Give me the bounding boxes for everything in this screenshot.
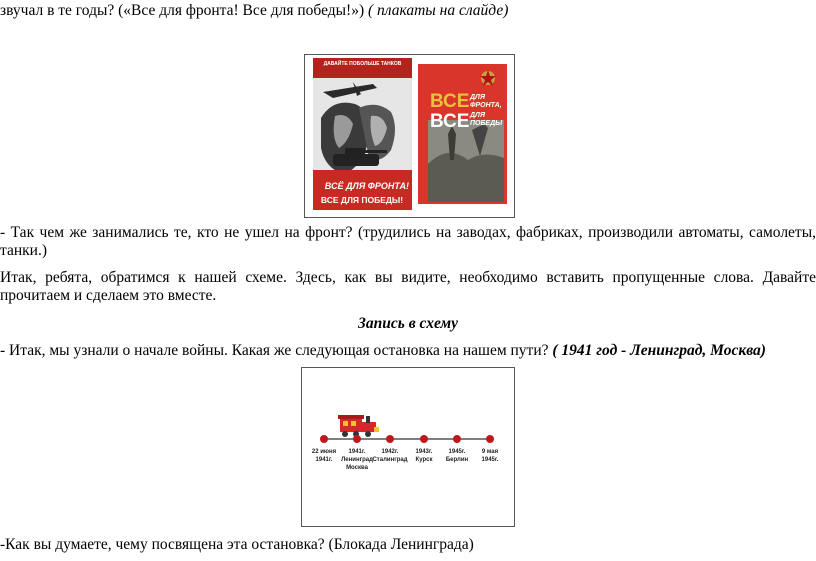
poster-left-line-2: ВСЕ ДЛЯ ПОБЕДЫ! [320, 195, 404, 205]
question-line-2: танки.) [0, 242, 47, 259]
next-stop-line [0, 342, 766, 360]
poster-right-small-4: ПОБЕДЫ [470, 120, 503, 127]
blockade-question: -Как вы думаете, чему посвящена эта остановка? (Блокада Ленинграда) [0, 536, 474, 553]
timeline-stop-dot [320, 435, 328, 443]
poster-right-big-2: ВСЕ [430, 111, 470, 132]
timeline-stop-label: 1945г. [448, 449, 466, 455]
timeline-stop-label: 1941г. [315, 457, 333, 463]
timeline-stop-label: 1941г. [348, 449, 366, 455]
timeline-stop-label: 22 июня [311, 449, 337, 455]
intro-text: звучал в те годы? («Все для фронта! Все для победы!») [0, 2, 368, 19]
posters-image [304, 54, 515, 218]
poster-right-small-3: ДЛЯ [470, 112, 485, 119]
timeline-stop-dot [486, 435, 494, 443]
scheme-line-2: прочитаем и сделаем это вместе. [0, 287, 217, 304]
timeline-svg [302, 368, 514, 526]
poster-right-big-1: ВСЕ [430, 91, 470, 112]
poster-left [313, 58, 412, 210]
poster-right-small-1: ДЛЯ [470, 94, 485, 101]
timeline-stop-label: Ленинград [341, 457, 373, 463]
poster-right [418, 64, 507, 204]
timeline-stop-label: 9 мая [481, 449, 499, 455]
train-icon [338, 415, 379, 437]
poster-right-small-2: ФРОНТА, [470, 102, 502, 109]
timeline-stop-dot [386, 435, 394, 443]
timeline-stop-label: 1945г. [481, 457, 499, 463]
next-stop-answer: ( 1941 год - Ленинград, Москва) [552, 342, 766, 359]
timeline-stop-label: 1943г. [415, 449, 433, 455]
scheme-line-1: Итак, ребята, обратимся к нашей схеме. Здесь, как вы видите, необходимо вставить пропущенные слова. Давайте [0, 269, 816, 286]
timeline-stop-label: Сталинград [372, 457, 408, 463]
timeline-stop-label: Берлин [445, 457, 469, 463]
timeline-stop-label: 1942г. [381, 449, 399, 455]
intro-line [0, 2, 508, 20]
timeline-stop-dot [453, 435, 461, 443]
section-heading: Запись в схему [358, 315, 458, 332]
timeline-stop-label: Курск [415, 457, 433, 463]
poster-left-line-1: ВСЁ ДЛЯ ФРОНТА! [324, 181, 409, 191]
timeline-stop-dot [353, 435, 361, 443]
intro-italic-note: ( плакаты на слайде) [368, 2, 509, 19]
timeline-stop-dot [420, 435, 428, 443]
next-stop-text: - Итак, мы узнали о начале войны. Какая же следующая остановка на нашем пути? [0, 342, 553, 359]
timeline-stop-label: Москва [346, 465, 368, 471]
poster-left-top-text: ДАВАЙТЕ ПОБОЛЬШЕ ТАНКОВ [323, 61, 402, 67]
timeline-scheme [301, 367, 515, 527]
question-line-1: - Так чем же занимались те, кто не ушел на фронт? (трудились на заводах, фабриках, производили автоматы, самолеты, [0, 224, 816, 241]
